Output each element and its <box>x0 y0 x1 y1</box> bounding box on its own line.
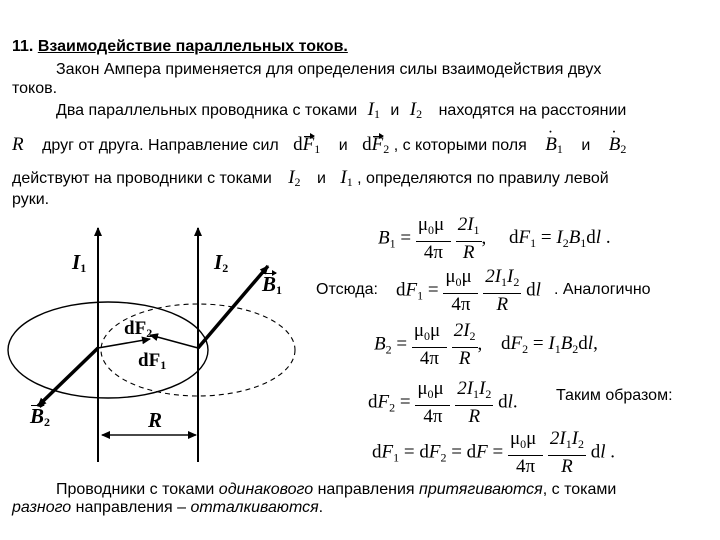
symbol-i2-b: $I_2$ <box>288 167 301 189</box>
field-line-1 <box>8 302 208 398</box>
figure-label-b2: $B_2$ <box>30 404 51 429</box>
conclusion-text-a: Проводники с токами <box>56 481 215 498</box>
p2-and-2: и <box>338 137 348 154</box>
p2-text-d: , с которыми поля <box>393 137 527 154</box>
figure-label-df1: $dF_1$ <box>138 350 167 372</box>
conclusion-text-d: притягиваются <box>419 481 543 498</box>
p2-text-a: Два параллельных проводника с токами <box>56 102 358 119</box>
conclusion-line-1 <box>56 480 616 500</box>
formula-df2: $dF_2$ = $\frac{\mu_0\mu}{4\pi}$ $\frac{2I_1I_2}{R}$ dl. <box>368 378 518 427</box>
paragraph-2-line-1 <box>56 100 626 124</box>
paragraph-2-line-3 <box>12 168 609 192</box>
figure-label-r: R <box>148 408 163 432</box>
figure-label-i1: $I_1$ <box>72 250 87 275</box>
label-otsyuda: Отсюда: <box>316 281 378 298</box>
p2-and-3: и <box>581 137 591 154</box>
formula-b1: $B_1$ = $\frac{\mu_0\mu}{4\pi}$ $\frac{2I_1}{R}$ , $dF_1 = I_2B_1dl$ . <box>378 214 611 263</box>
conclusion-text-h: отталкиваются <box>190 499 319 516</box>
p2-and-1: и <box>390 102 400 119</box>
symbol-df2: $dF_2$ <box>362 134 390 156</box>
conclusion-text-i: . <box>318 499 324 516</box>
conclusion-text-b: одинакового <box>218 481 314 498</box>
symbol-b2: · $B_2$ <box>609 134 627 155</box>
figure-label-df2: $dF_2$ <box>124 318 153 340</box>
symbol-i2: $I_2$ <box>409 99 423 121</box>
figure-label-b1: $B_1$ <box>262 272 283 297</box>
conclusion-text-f: разного <box>12 499 72 516</box>
conclusion-text-g: направления – <box>75 499 186 516</box>
section-number: 11. <box>12 38 34 55</box>
p2-text-f: , определяются по правилу левой <box>357 170 609 187</box>
conclusion-text-c: направления <box>317 481 415 498</box>
p2-text-c: друг от друга. Направление сил <box>42 137 279 154</box>
conclusion-text-e: , с токами <box>542 481 617 498</box>
label-takim-obrazom: Таким образом: <box>556 387 673 404</box>
p2-text-e: действуют на проводники с токами <box>12 170 272 187</box>
symbol-i1-b: $I_1$ <box>340 167 353 189</box>
figure-label-i2: $I_2$ <box>214 250 229 275</box>
p2-and-4: и <box>316 170 326 187</box>
label-analogichno: . Аналогично <box>554 281 651 298</box>
symbol-r: R <box>12 134 24 155</box>
formula-b2: $B_2$ = $\frac{\mu_0\mu}{4\pi}$ $\frac{2I_2}{R}$ , $dF_2 = I_1B_2dl$, <box>374 320 598 369</box>
symbol-i1: $I_1$ <box>367 99 380 121</box>
df2-vector <box>150 335 198 348</box>
b1-vector <box>198 266 268 348</box>
paragraph-2-line-4: руки. <box>12 191 50 208</box>
section-title-text: Взаимодействие параллельных токов. <box>37 38 348 55</box>
p2-text-b: находятся на расстоянии <box>438 102 627 119</box>
paragraph-2-line-2 <box>12 135 626 159</box>
symbol-b1: · $B_1$ <box>545 134 563 155</box>
formula-df1: $dF_1$ = $\frac{\mu_0\mu}{4\pi}$ $\frac{2I_1I_2}{R}$ dl <box>396 266 541 315</box>
conclusion-line-2 <box>12 498 323 518</box>
paragraph-1-line-2: токов. <box>12 80 58 97</box>
formula-df-final: $dF_1 = dF_2$ = dF = $\frac{\mu_0\mu}{4\pi}$ $\frac{2I_1I_2}{R}$ dl . <box>372 428 616 477</box>
paragraph-1-line-1: Закон Ампера применяется для определения силы взаимодействия двух <box>56 61 602 78</box>
symbol-df1: $dF_1$ <box>293 134 321 156</box>
section-title <box>12 38 348 56</box>
